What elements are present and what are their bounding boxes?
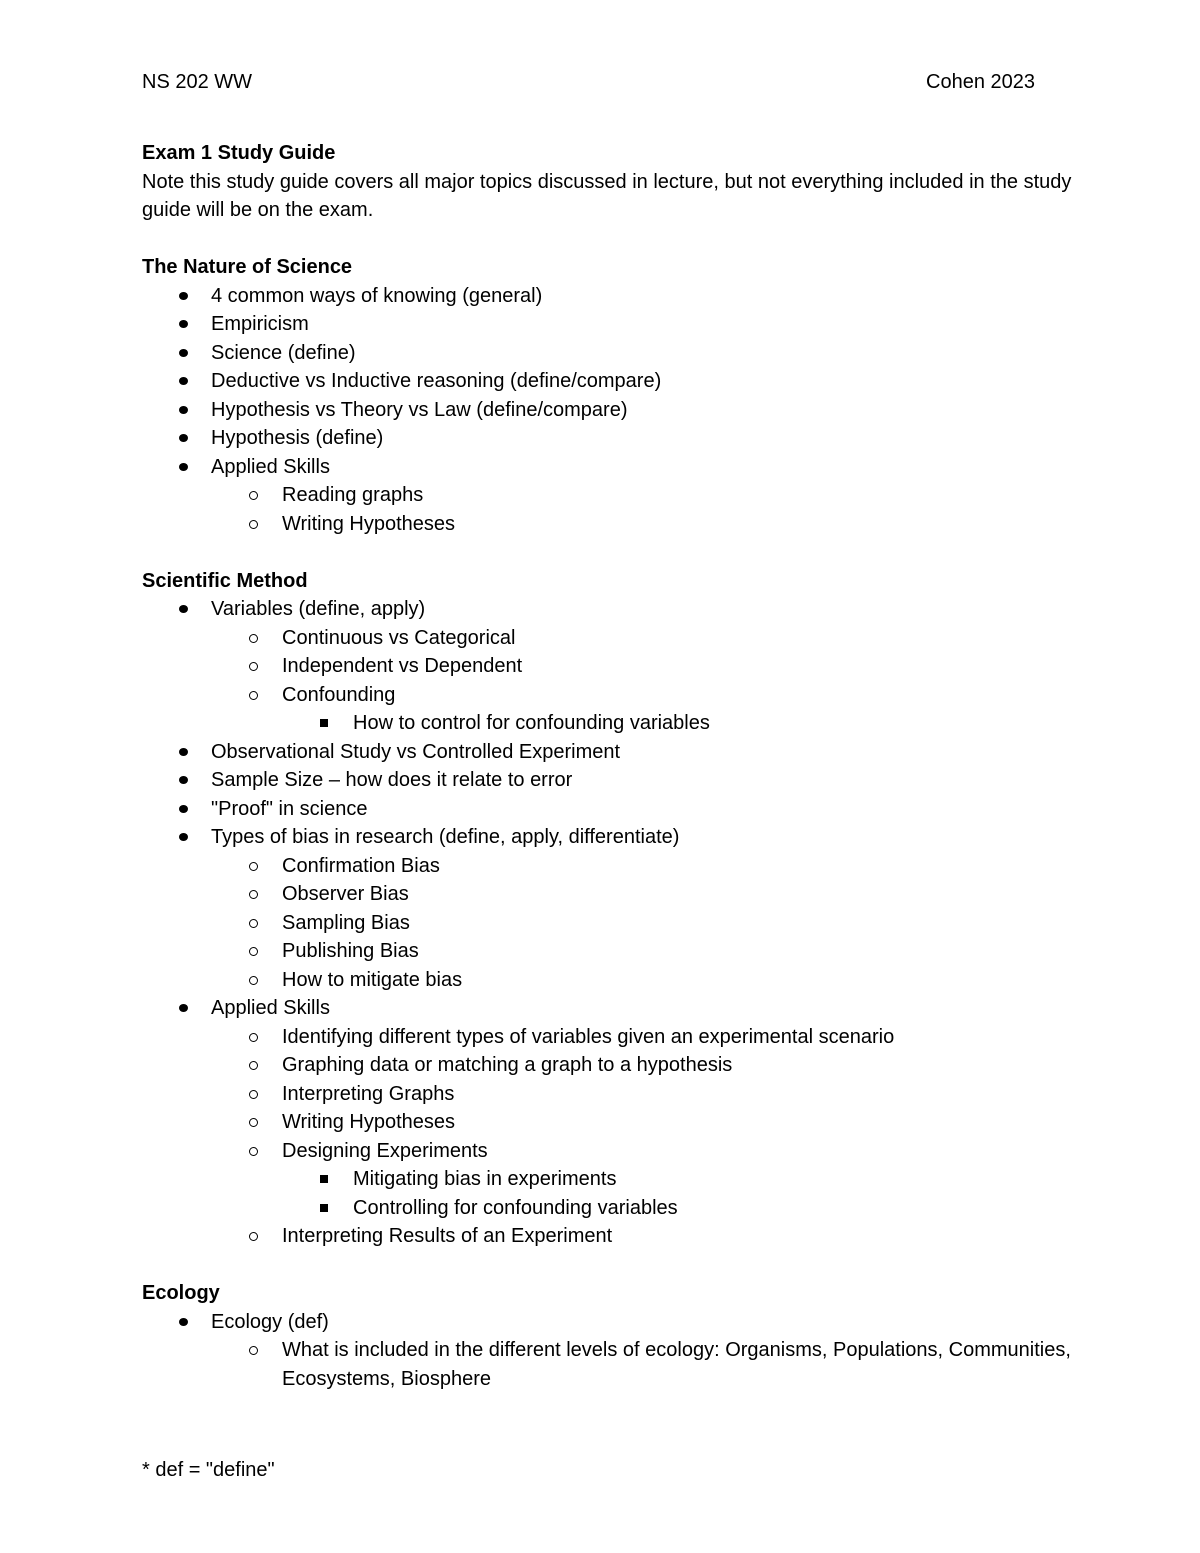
circle-bullet-icon <box>249 919 258 928</box>
section <box>142 567 1072 1251</box>
list-item-text: Mitigating bias in experiments <box>353 1168 617 1190</box>
list-item-text: Deductive vs Inductive reasoning (define/compare) <box>211 370 662 392</box>
list-item <box>282 709 1072 738</box>
disc-bullet-icon <box>179 377 188 385</box>
circle-bullet-icon <box>249 976 258 985</box>
bullet-list-level-1 <box>142 1308 1072 1394</box>
disc-bullet-icon <box>179 776 188 784</box>
list-item <box>142 994 1072 1023</box>
list-item <box>211 1080 1072 1109</box>
list-item <box>142 738 1072 767</box>
list-item <box>142 766 1072 795</box>
list-item <box>211 1137 1072 1166</box>
nested-list-container <box>142 481 1072 538</box>
bullet-list-level-1 <box>142 282 1072 539</box>
list-item-text: Graphing data or matching a graph to a hypothesis <box>282 1054 733 1076</box>
list-item <box>211 852 1072 881</box>
list-item <box>142 595 1072 624</box>
list-item-text: How to control for confounding variables <box>353 712 710 734</box>
list-item <box>211 909 1072 938</box>
document-title: Exam 1 Study Guide <box>142 142 336 164</box>
section <box>142 1279 1072 1393</box>
circle-bullet-icon <box>249 491 258 500</box>
list-item-text: What is included in the different levels of ecology: Organisms, Populations, Communities, Ecosystems, Biosphere <box>282 1339 1071 1390</box>
list-item <box>211 1108 1072 1137</box>
square-bullet-icon <box>320 1175 328 1183</box>
disc-bullet-icon <box>179 1004 188 1012</box>
list-item <box>142 1308 1072 1337</box>
list-item <box>282 1165 1072 1194</box>
nested-list-container <box>142 624 1072 738</box>
disc-bullet-icon <box>179 292 188 300</box>
bullet-list-level-1 <box>142 595 1072 1251</box>
square-bullet-icon <box>320 1204 328 1212</box>
section-heading: The Nature of Science <box>142 256 353 278</box>
list-item-text: Interpreting Results of an Experiment <box>282 1225 613 1247</box>
list-item-text: Hypothesis vs Theory vs Law (define/compare) <box>211 398 628 421</box>
circle-bullet-icon <box>249 634 258 643</box>
list-item <box>142 367 1072 396</box>
list-item <box>142 823 1072 852</box>
list-item <box>142 339 1072 368</box>
list-item-text: Writing Hypotheses <box>282 1111 456 1133</box>
nested-list-container <box>211 1165 1072 1222</box>
circle-bullet-icon <box>249 1147 258 1156</box>
footnote: * def = "define" <box>142 1459 275 1481</box>
circle-bullet-icon <box>249 890 258 899</box>
bullet-list-level-3 <box>282 709 1072 738</box>
disc-bullet-icon <box>179 463 188 471</box>
list-item-text: Identifying different types of variables given an experimental scenario <box>282 1025 895 1048</box>
list-item <box>142 396 1072 425</box>
circle-bullet-icon <box>249 947 258 956</box>
square-bullet-icon <box>320 719 328 727</box>
intro-note: Note this study guide covers all major topics discussed in lecture, but not everything included in the study guide will be on the exam. <box>142 170 1072 221</box>
circle-bullet-icon <box>249 691 258 700</box>
circle-bullet-icon <box>249 862 258 871</box>
list-item-text: Confirmation Bias <box>282 854 440 877</box>
list-item-text: Confounding <box>282 683 396 706</box>
list-item-text: Variables (define, apply) <box>211 598 426 620</box>
disc-bullet-icon <box>179 805 188 813</box>
list-item-text: Continuous vs Categorical <box>282 626 516 649</box>
section-heading: Ecology <box>142 1282 220 1304</box>
list-item <box>282 1194 1072 1223</box>
author-year: Cohen 2023 <box>926 71 1035 93</box>
list-item <box>211 481 1072 510</box>
list-item-text: Reading graphs <box>282 484 424 506</box>
list-item <box>142 453 1072 482</box>
list-item-text: Science (define) <box>211 341 356 364</box>
list-item-text: Controlling for confounding variables <box>353 1196 678 1219</box>
disc-bullet-icon <box>179 833 188 841</box>
list-item-text: Interpreting Graphs <box>282 1082 455 1105</box>
section <box>142 253 1072 538</box>
list-item-text: Publishing Bias <box>282 940 419 962</box>
circle-bullet-icon <box>249 1346 258 1355</box>
nested-list-container <box>142 852 1072 995</box>
disc-bullet-icon <box>179 320 188 328</box>
list-item <box>211 1222 1072 1251</box>
bullet-list-level-2 <box>211 852 1072 995</box>
disc-bullet-icon <box>179 1318 188 1326</box>
disc-bullet-icon <box>179 434 188 442</box>
list-item <box>211 652 1072 681</box>
list-item <box>211 880 1072 909</box>
list-item <box>211 1051 1072 1080</box>
list-item-text: Applied Skills <box>211 455 330 478</box>
section-heading: Scientific Method <box>142 569 308 592</box>
nested-list-container <box>211 709 1072 738</box>
disc-bullet-icon <box>179 406 188 414</box>
course-code: NS 202 WW <box>142 71 253 93</box>
list-item-text: Applied Skills <box>211 997 330 1019</box>
circle-bullet-icon <box>249 1090 258 1099</box>
list-item-text: How to mitigate bias <box>282 968 463 991</box>
circle-bullet-icon <box>249 520 258 529</box>
list-item <box>211 624 1072 653</box>
list-item-text: "Proof" in science <box>211 797 368 820</box>
list-item-text: Hypothesis (define) <box>211 427 384 449</box>
list-item <box>211 1336 1072 1393</box>
list-item <box>142 424 1072 453</box>
circle-bullet-icon <box>249 1061 258 1070</box>
bullet-list-level-3 <box>282 1165 1072 1222</box>
disc-bullet-icon <box>179 748 188 756</box>
list-item <box>211 1023 1072 1052</box>
circle-bullet-icon <box>249 1118 258 1127</box>
circle-bullet-icon <box>249 1232 258 1241</box>
circle-bullet-icon <box>249 662 258 671</box>
nested-list-container <box>142 1023 1072 1251</box>
bullet-list-level-2 <box>211 1336 1072 1393</box>
circle-bullet-icon <box>249 1033 258 1042</box>
list-item-text: Types of bias in research (define, apply, differentiate) <box>211 826 680 848</box>
list-item-text: 4 common ways of knowing (general) <box>211 284 543 307</box>
bullet-list-level-2 <box>211 481 1072 538</box>
sections-container <box>142 253 1072 1393</box>
list-item <box>142 282 1072 311</box>
list-item-text: Empiricism <box>211 313 309 335</box>
list-item-text: Sampling Bias <box>282 911 410 934</box>
nested-list-container <box>142 1336 1072 1393</box>
disc-bullet-icon <box>179 605 188 613</box>
list-item <box>211 966 1072 995</box>
list-item-text: Observer Bias <box>282 883 409 905</box>
list-item-text: Ecology (def) <box>211 1310 329 1333</box>
list-item <box>211 937 1072 966</box>
document-body <box>142 139 1072 1393</box>
list-item <box>211 681 1072 710</box>
bullet-list-level-2 <box>211 624 1072 738</box>
list-item <box>142 795 1072 824</box>
list-item-text: Observational Study vs Controlled Experiment <box>211 740 621 763</box>
list-item-text: Sample Size – how does it relate to error <box>211 769 573 791</box>
list-item <box>142 310 1072 339</box>
list-item-text: Designing Experiments <box>282 1139 488 1162</box>
list-item-text: Writing Hypotheses <box>282 512 456 535</box>
bullet-list-level-2 <box>211 1023 1072 1251</box>
list-item-text: Independent vs Dependent <box>282 655 523 677</box>
list-item <box>211 510 1072 539</box>
disc-bullet-icon <box>179 349 188 357</box>
